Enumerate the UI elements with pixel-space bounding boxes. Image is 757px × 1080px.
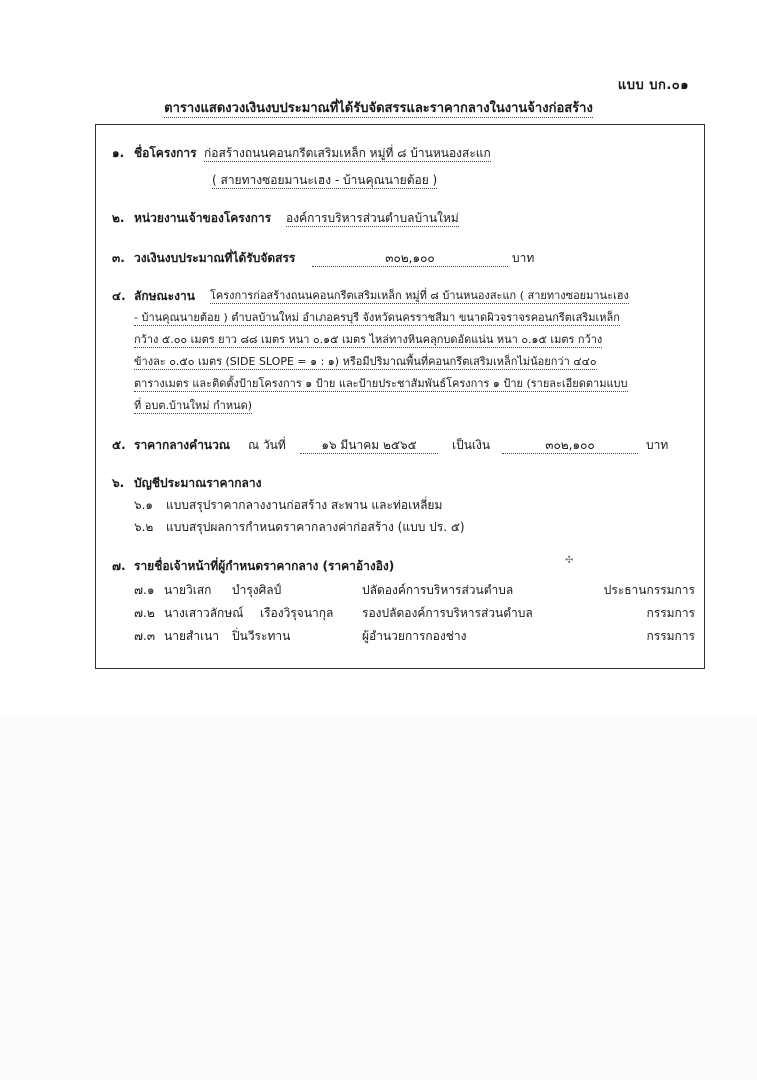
form-code: แบบ บก.๐๑ bbox=[617, 78, 689, 93]
member-position: ผู้อำนวยการกองช่าง bbox=[362, 629, 467, 643]
member-number: ๗.๓ bbox=[134, 629, 156, 643]
price-date: ๑๖ มีนาคม ๒๕๖๕ bbox=[300, 437, 438, 454]
section-1-number: ๑. bbox=[112, 146, 125, 160]
budget-unit: บาท bbox=[512, 251, 535, 265]
member-number: ๗.๒ bbox=[134, 606, 155, 620]
work-description-line1: โครงการก่อสร้างถนนคอนกรีตเสริมเหล็ก หมู่ที่ ๘ บ้านหนองสะแก ( สายทางซอยมานะเฮง bbox=[210, 289, 629, 302]
scan-speck: ✣ bbox=[565, 555, 574, 566]
member-role: กรรมการ bbox=[646, 629, 695, 643]
member-role: กรรมการ bbox=[646, 606, 695, 620]
section-7-number: ๗. bbox=[112, 559, 126, 573]
member-position: รองปลัดองค์การบริหารส่วนตำบล bbox=[362, 606, 533, 620]
list-item-text: แบบสรุปผลการกำหนดราคากลางค่าก่อสร้าง (แบบ ปร. ๕) bbox=[166, 520, 465, 534]
section-5-number: ๕. bbox=[112, 438, 126, 452]
list-item-text: แบบสรุปราคากลางงานก่อสร้าง สะพาน และท่อเหลี่ยม bbox=[166, 498, 443, 512]
member-name: นายสำเนา bbox=[164, 629, 220, 643]
project-name-line2: ( สายทางซอยมานะเฮง - บ้านคุณนายต้อย ) bbox=[212, 173, 438, 187]
project-owner: องค์การบริหารส่วนตำบลบ้านใหม่ bbox=[286, 211, 459, 225]
list-item-number: ๖.๒ bbox=[134, 520, 154, 534]
price-amount-prefix: เป็นเงิน bbox=[452, 438, 491, 452]
section-4-label: ลักษณะงาน bbox=[134, 289, 195, 303]
member-position: ปลัดองค์การบริหารส่วนตำบล bbox=[362, 583, 514, 597]
page-blank-area bbox=[0, 715, 757, 1080]
section-3-label: วงเงินงบประมาณที่ได้รับจัดสรร bbox=[134, 251, 296, 265]
price-unit: บาท bbox=[646, 438, 669, 452]
work-description-line2: - บ้านคุณนายต้อย ) ตำบลบ้านใหม่ อำเภอครบุรี จังหวัดนครราชสีมา ขนาดผิวจราจรคอนกรีตเสริมเหล็ก bbox=[134, 311, 620, 324]
document-title: ตารางแสดงวงเงินงบประมาณที่ได้รับจัดสรรและราคากลางในงานจ้างก่อสร้าง bbox=[164, 101, 593, 116]
section-4-number: ๔. bbox=[112, 289, 126, 303]
work-description-line5: ตารางเมตร และติดตั้งป้ายโครงการ ๑ ป้าย และป้ายประชาสัมพันธ์โครงการ ๑ ป้าย (รายละเอียดตามแบบ bbox=[134, 377, 628, 390]
list-item-number: ๖.๑ bbox=[134, 498, 154, 512]
work-description-line3: กว้าง ๕.๐๐ เมตร ยาว ๘๘ เมตร หนา ๐.๑๕ เมตร ไหล่ทางหินคลุกบดอัดแน่น หนา ๐.๑๕ เมตร กว้าง bbox=[134, 333, 603, 346]
section-7-label: รายชื่อเจ้าหน้าที่ผู้กำหนดราคากลาง (ราคาอ้างอิง) bbox=[134, 559, 395, 573]
member-name: นางเสาวลักษณ์ bbox=[164, 606, 244, 620]
section-2-number: ๒. bbox=[112, 211, 125, 225]
budget-amount: ๓๐๒,๑๐๐ bbox=[312, 250, 508, 267]
section-6-label: บัญชีประมาณราคากลาง bbox=[134, 476, 262, 490]
section-6-number: ๖. bbox=[112, 476, 125, 490]
member-role: ประธานกรรมการ bbox=[603, 583, 695, 597]
work-description-line4: ข้างละ ๐.๕๐ เมตร (SIDE SLOPE = ๑ : ๑) หรือมีปริมาณพื้นที่คอนกรีตเสริมเหล็กไม่น้อยกว่า ๔๔๐ bbox=[134, 355, 597, 368]
member-name: นายวิเสก bbox=[164, 583, 212, 597]
price-date-prefix: ณ วันที่ bbox=[248, 438, 286, 452]
member-surname: ปิ่นวีระทาน bbox=[232, 629, 291, 643]
project-name-line1: ก่อสร้างถนนคอนกรีตเสริมเหล็ก หมู่ที่ ๘ บ้านหนองสะแก bbox=[204, 146, 491, 160]
member-surname: เรืองวิรุจนากุล bbox=[260, 606, 334, 620]
price-amount: ๓๐๒,๑๐๐ bbox=[502, 437, 638, 454]
section-1-label: ชื่อโครงการ bbox=[134, 146, 197, 160]
section-3-number: ๓. bbox=[112, 251, 125, 265]
work-description-line6: ที่ อบต.บ้านใหม่ กำหนด) bbox=[134, 399, 253, 412]
section-2-label: หน่วยงานเจ้าของโครงการ bbox=[134, 211, 272, 225]
section-5-label: ราคากลางคำนวณ bbox=[134, 438, 231, 452]
member-surname: บำรุงศิลป์ bbox=[232, 583, 282, 597]
member-number: ๗.๑ bbox=[134, 583, 155, 597]
